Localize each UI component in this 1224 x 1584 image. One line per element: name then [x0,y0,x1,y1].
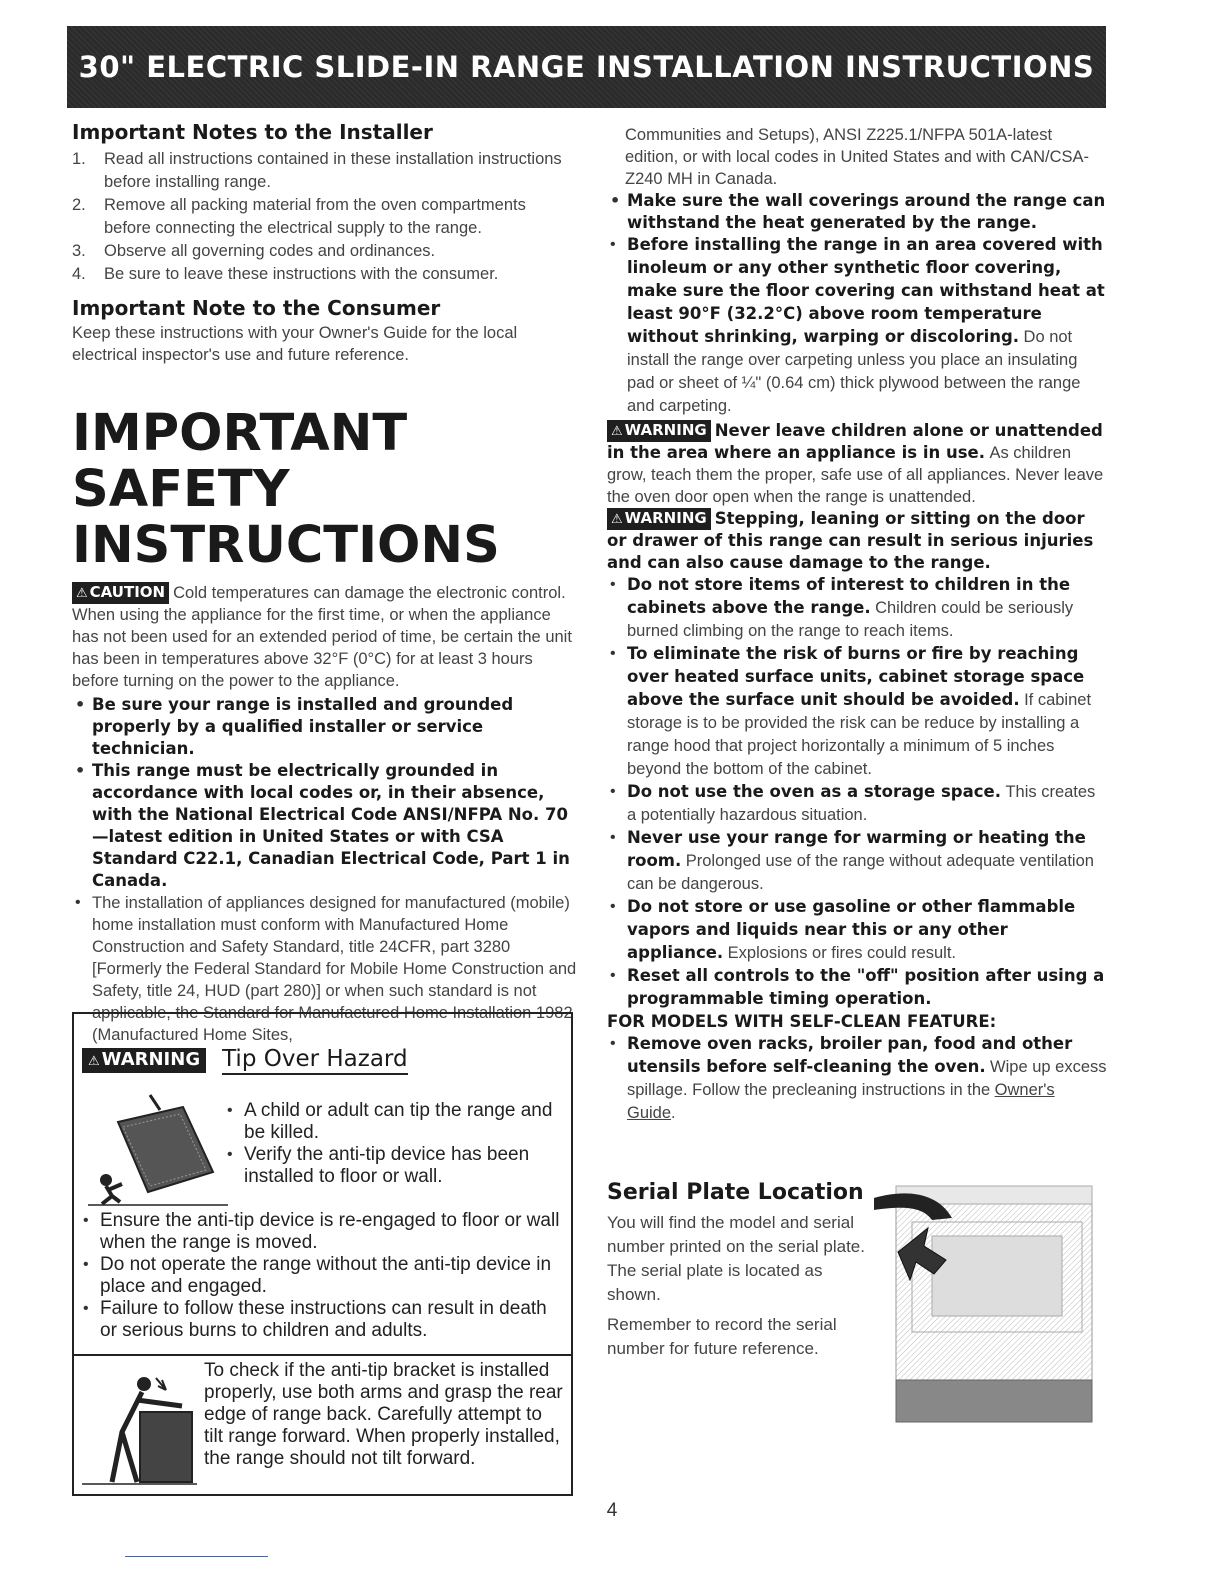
bold-text: Reset all controls to the "off" position after using a programmable timing operation. [627,966,1105,1008]
page-number: 4 [606,1500,618,1521]
item-number: 1. [72,150,86,168]
light-text: Children could be seriously burned climbing on the range to reach items. [627,599,1074,640]
warning-children [607,420,1107,508]
bold-text: Remove oven racks, broiler pan, food and other utensils before self-cleaning the oven. [627,1034,1073,1076]
item-text: Be sure to leave these instructions with the consumer. [104,265,499,283]
check-bracket-illustration [82,1372,197,1487]
right-column [607,124,1107,1125]
installer-heading: Important Notes to the Installer [72,120,433,144]
tip-over-header [82,1046,408,1075]
tipping-range-illustration [88,1092,228,1207]
list-item [607,1033,1107,1125]
item-number: 3. [72,242,86,260]
owners-guide-link[interactable]: Owner's Guide [627,1081,1055,1122]
warning-label: WARNING [624,509,707,527]
list-item: • A child or adult can tip the range and be killed. [224,1100,569,1144]
list-item [607,781,1107,827]
bold-text: Never use your range for warming or heating the room. [627,828,1086,870]
tip-over-items [224,1100,569,1188]
list-item [72,263,577,286]
list-item [72,148,577,194]
serial-heading: Serial Plate Location [607,1180,864,1205]
footer-line [125,1556,268,1557]
divider [74,1354,571,1356]
caution-label: CAUTION [89,583,166,601]
light-text: Prolonged use of the range without adequate ventilation can be dangerous. [627,852,1094,893]
item-text: Remove all packing material from the oven compartments before connecting the electrical supply to the range. [104,196,526,237]
warning-stepping [607,508,1107,574]
list-item [607,574,1107,643]
tip-over-warning-box [72,1012,573,1496]
continued-text: Communities and Setups), ANSI Z225.1/NFPA 501A-latest edition, or with local codes in United States and with CAN/CSA-Z240 MH in Canada. [625,126,1090,188]
check-instructions: To check if the anti-tip bracket is installed properly, use both arms and grasp the rear edge of range back. Carefully attempt to tilt range forward. When properly installed, the range should not tilt forward. [204,1360,563,1469]
item-text: Read all instructions contained in these installation instructions before installing range. [104,150,562,191]
bold-text: Do not use the oven as a storage space. [627,782,1001,801]
serial-paragraph-2: Remember to record the serial number for future reference. [607,1315,837,1358]
item-text: Observe all governing codes and ordinances. [104,242,436,260]
safety-bullets [72,694,577,1046]
serial-plate-section [607,1180,867,1367]
list-item: • Verify the anti-tip device has been installed to floor or wall. [224,1144,569,1188]
left-column [72,120,577,1046]
safety-items [607,574,1107,1011]
list-item [72,194,577,240]
list-item: • Ensure the anti-tip device is re-engaged to floor or wall when the range is moved. [80,1210,560,1254]
self-clean-items [607,1033,1107,1125]
warning-triangle-icon: ⚠ [76,586,88,601]
tip-over-more-items [80,1210,560,1342]
light-text: Wipe up excess spillage. Follow the precleaning instructions in the [627,1058,1107,1099]
bold-text: To eliminate the risk of burns or fire by reaching over heated surface units, cabinet storage space above the surface unit should be avoided. [627,644,1085,709]
warning-triangle-icon: ⚠ [611,424,623,439]
light-text: If cabinet storage is to be provided the risk can be reduce by installing a range hood that project horizontally a minimum of 5 inches beyond the bottom of the cabinet. [627,691,1092,778]
bold-text: Stepping, leaning or sitting on the door or drawer of this range can result in serious injuries and can also cause damage to the range. [607,509,1094,572]
header-banner [67,26,1106,108]
list-item [607,643,1107,781]
list-item: • Failure to follow these instructions can result in death or serious burns to children and adults. [80,1298,560,1342]
period-text: . [671,1104,676,1122]
list-item: • The installation of appliances designed for manufactured (mobile) home installation must conform with Manufactured Home Construction and Safety Standard, title 24CFR, part 3280 [Formerly the Federal Standard for Mobile Home Construction and Safety, title 24, HUD (part 280)] or when such standard is not applicable, the Standard for Manufactured Home Installation 1982 (Manufactured Home Sites, [72,892,577,1046]
caution-text: Cold temperatures can damage the electronic control. When using the appliance for the first time, or when the appliance has not been used for an extended period of time, be certain the unit has been in temperatures above 32°F (0°C) for at least 3 hours before turning on the power to the appliance. [72,584,572,690]
right-bullets [607,190,1107,418]
warning-triangle-icon: ⚠ [88,1054,100,1069]
self-clean-heading: FOR MODELS WITH SELF-CLEAN FEATURE: [607,1012,997,1031]
list-item: • This range must be electrically grounded in accordance with local codes or, in their absence, with the National Electrical Code ANSI/NFPA No. 70—latest edition in United States or with CSA Standard C22.1, Canadian Electrical Code, Part 1 in Canada. [72,760,577,892]
light-text: Explosions or fires could result. [727,944,957,962]
caution-paragraph [72,582,577,692]
item-number: 4. [72,265,86,283]
warning-badge [82,1048,206,1073]
range-serial-plate-illustration [872,1180,1094,1424]
warning-label: WARNING [624,421,707,439]
list-item: • Do not operate the range without the anti-tip device in place and engaged. [80,1254,560,1298]
consumer-text: Keep these instructions with your Owner's Guide for the local electrical inspector's use and future reference. [72,324,518,364]
warning-triangle-icon: ⚠ [611,512,623,527]
list-item: • Make sure the wall coverings around the range can withstand the heat generated by the range. [607,190,1107,234]
warning-badge [607,508,711,530]
list-item [607,896,1107,965]
bold-text: Before installing the range in an area covered with linoleum or any other synthetic floor covering, make sure the floor covering can withstand heat at least 90°F (32.2°C) above room temperature without shrinking, warping or discoloring. [627,235,1105,346]
caution-badge [72,582,169,604]
warning-badge [607,420,711,442]
warning-label: WARNING [101,1049,201,1070]
bold-text: Do not store items of interest to children in the cabinets above the range. [627,575,1071,617]
consumer-heading: Important Note to the Consumer [72,296,441,320]
tip-over-title: Tip Over Hazard [222,1046,407,1075]
light-text: Do not install the range over carpeting unless you place an insulating pad or sheet of ¼" (0.64 cm) thick plywood between the range and carpeting. [627,328,1081,415]
safety-title: IMPORTANT SAFETY INSTRUCTIONS [72,404,500,575]
bold-text: Never leave children alone or unattended in the area where an appliance is in use. [607,421,1103,462]
list-item: • Be sure your range is installed and grounded properly by a qualified installer or service technician. [72,694,577,760]
light-text: This creates a potentially hazardous situation. [627,783,1096,824]
list-item [607,234,1107,418]
serial-paragraph-1: You will find the model and serial number printed on the serial plate. The serial plate is located as shown. [607,1213,865,1304]
list-item [607,965,1107,1011]
bold-text: Do not store or use gasoline or other flammable vapors and liquids near this or any other appliance. [627,897,1076,962]
item-number: 2. [72,196,86,214]
page-title: 30" ELECTRIC SLIDE-IN RANGE INSTALLATION INSTRUCTIONS [78,50,1095,84]
installer-list [72,148,577,286]
list-item [72,240,577,263]
light-text: As children grow, teach them the proper, safe use of all appliances. Never leave the oven door open when the range is unattended. [607,444,1104,506]
list-item [607,827,1107,896]
